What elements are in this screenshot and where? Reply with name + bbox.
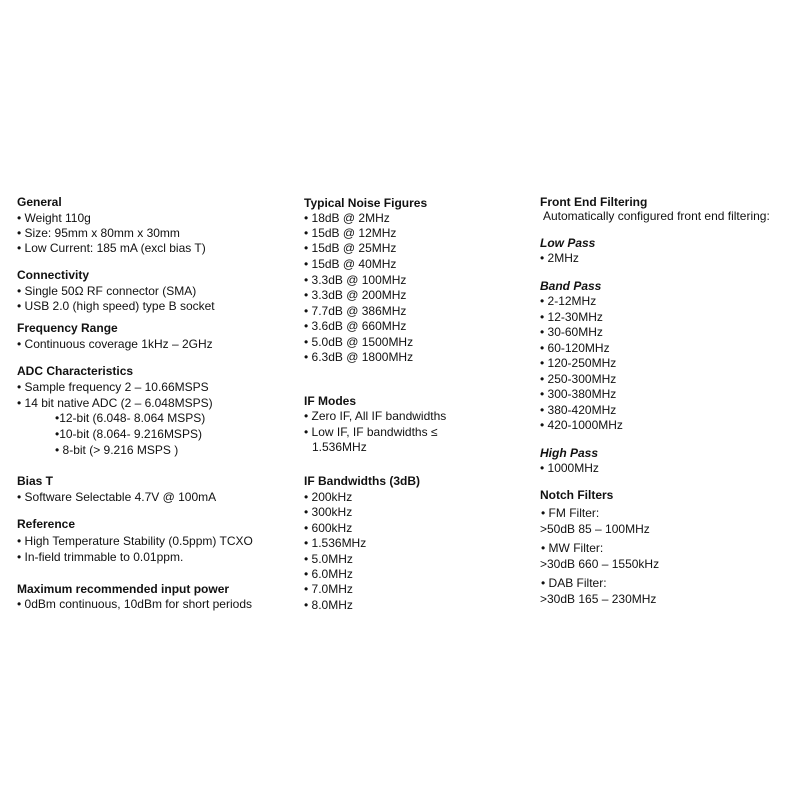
band-pass-item: • 120-250MHz [540,356,617,370]
if-modes-item: • Low IF, IF bandwidths ≤ [304,425,438,439]
band-pass-item: • 250-300MHz [540,372,617,386]
if-modes-item: • Zero IF, All IF bandwidths [304,409,447,423]
noise-item: • 15dB @ 40MHz [304,257,397,271]
reference-item: • High Temperature Stability (0.5ppm) TCXO [17,534,253,548]
reference-item: • In-field trimmable to 0.01ppm. [17,550,184,564]
notch-item: >30dB 165 – 230MHz [540,592,657,606]
adc-item: • 14 bit native ADC (2 – 6.048MSPS) [17,396,213,410]
band-pass-heading: Band Pass [540,279,602,293]
adc-subitem: •12-bit (6.048- 8.064 MSPS) [55,411,206,425]
adc-subitem: • 8-bit (> 9.216 MSPS ) [55,443,179,457]
noise-item: • 3.3dB @ 100MHz [304,273,407,287]
if-bandwidth-item: • 6.0MHz [304,567,353,581]
connectivity-heading: Connectivity [17,268,90,282]
noise-item: • 3.3dB @ 200MHz [304,288,407,302]
general-item: • Size: 95mm x 80mm x 30mm [17,226,180,240]
connectivity-item: • USB 2.0 (high speed) type B socket [17,299,215,313]
high-pass-heading: High Pass [540,446,599,460]
band-pass-item: • 420-1000MHz [540,418,623,432]
adc-item: • Sample frequency 2 – 10.66MSPS [17,380,209,394]
if-modes-item: 1.536MHz [312,440,367,454]
general-item: • Weight 110g [17,211,91,225]
notch-item: >50dB 85 – 100MHz [540,522,650,536]
band-pass-item: • 30-60MHz [540,325,603,339]
band-pass-item: • 60-120MHz [540,341,610,355]
band-pass-item: • 300-380MHz [540,387,617,401]
frequency-range-item: • Continuous coverage 1kHz – 2GHz [17,337,213,351]
notch-item: • FM Filter: [541,506,600,520]
if-bandwidth-item: • 7.0MHz [304,582,353,596]
general-item: • Low Current: 185 mA (excl bias T) [17,241,206,255]
if-bandwidth-item: • 200kHz [304,490,353,504]
max-input-heading: Maximum recommended input power [17,582,230,596]
high-pass-item: • 1000MHz [540,461,599,475]
band-pass-item: • 12-30MHz [540,310,603,324]
notch-item: • MW Filter: [541,541,604,555]
front-end-subtitle: Automatically configured front end filtering: [543,209,770,223]
if-bandwidth-item: • 8.0MHz [304,598,353,612]
if-bandwidth-item: • 300kHz [304,505,353,519]
low-pass-heading: Low Pass [540,236,596,250]
low-pass-item: • 2MHz [540,251,579,265]
general-heading: General [17,195,62,209]
notch-heading: Notch Filters [540,488,614,502]
noise-item: • 3.6dB @ 660MHz [304,319,407,333]
adc-subitem: •10-bit (8.064- 9.216MSPS) [55,427,202,441]
notch-item: • DAB Filter: [541,576,607,590]
noise-heading: Typical Noise Figures [304,196,428,210]
noise-item: • 15dB @ 12MHz [304,226,397,240]
if-bandwidths-heading: IF Bandwidths (3dB) [304,474,420,488]
if-modes-heading: IF Modes [304,394,357,408]
noise-item: • 6.3dB @ 1800MHz [304,350,414,364]
noise-item: • 5.0dB @ 1500MHz [304,335,414,349]
noise-item: • 15dB @ 25MHz [304,241,397,255]
if-bandwidth-item: • 1.536MHz [304,536,367,550]
noise-item: • 7.7dB @ 386MHz [304,304,407,318]
max-input-item: • 0dBm continuous, 10dBm for short periods [17,597,252,611]
bias-t-item: • Software Selectable 4.7V @ 100mA [17,490,217,504]
if-bandwidth-item: • 5.0MHz [304,552,353,566]
if-bandwidth-item: • 600kHz [304,521,353,535]
adc-heading: ADC Characteristics [17,364,134,378]
front-end-heading: Front End Filtering [540,195,648,209]
frequency-range-heading: Frequency Range [17,321,118,335]
reference-heading: Reference [17,517,76,531]
bias-t-heading: Bias T [17,474,54,488]
notch-item: >30dB 660 – 1550kHz [540,557,660,571]
noise-item: • 18dB @ 2MHz [304,211,390,225]
band-pass-item: • 380-420MHz [540,403,617,417]
connectivity-item: • Single 50Ω RF connector (SMA) [17,284,197,298]
band-pass-item: • 2-12MHz [540,294,597,308]
